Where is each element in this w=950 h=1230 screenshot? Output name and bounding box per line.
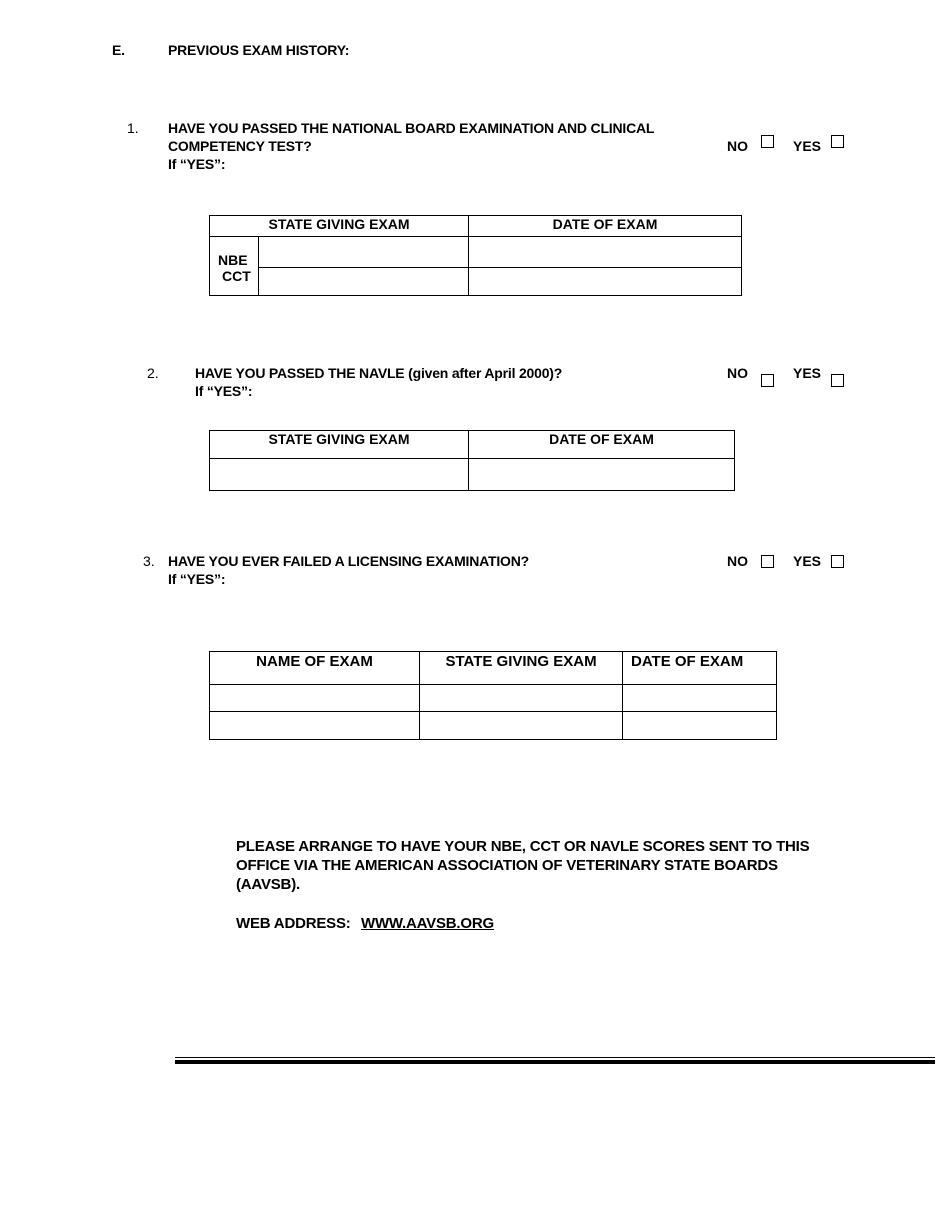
q1-no-label: NO (727, 138, 748, 154)
q3-header-date: DATE OF EXAM (623, 652, 777, 685)
q2-no-checkbox[interactable] (761, 374, 774, 387)
q3-text: HAVE YOU EVER FAILED A LICENSING EXAMINATION? (168, 553, 529, 569)
web-address-label: WEB ADDRESS: (236, 915, 351, 932)
web-address-link[interactable]: WWW.AAVSB.ORG (361, 915, 494, 932)
q1-text-line2: COMPETENCY TEST? (168, 138, 312, 154)
q1-row-cct (210, 268, 742, 296)
notice-line2: OFFICE VIA THE AMERICAN ASSOCIATION OF VETERINARY STATE BOARDS (236, 857, 778, 874)
q2-if-yes: If “YES”: (195, 383, 253, 399)
q2-header-state: STATE GIVING EXAM (210, 431, 469, 459)
q2-row (210, 459, 735, 491)
footer-rule-thin (175, 1057, 935, 1058)
q3-row1-state-cell[interactable] (420, 685, 623, 712)
q2-state-cell[interactable] (210, 459, 469, 491)
q1-header-state: STATE GIVING EXAM (210, 216, 469, 237)
q2-no-label: NO (727, 365, 748, 381)
notice-line1: PLEASE ARRANGE TO HAVE YOUR NBE, CCT OR NAVLE SCORES SENT TO THIS (236, 838, 810, 855)
q3-if-yes: If “YES”: (168, 571, 226, 587)
q3-row1-date-cell[interactable] (623, 685, 777, 712)
q3-row-2 (210, 712, 777, 740)
q1-yes-label: YES (793, 138, 822, 154)
q3-yes-label: YES (793, 553, 822, 569)
q3-row-1 (210, 685, 777, 712)
q1-cct-state-cell[interactable] (259, 268, 469, 296)
q1-header-date: DATE OF EXAM (469, 216, 742, 237)
q2-number: 2. (147, 365, 159, 381)
q1-row-nbe (210, 237, 742, 268)
q3-row1-name-cell[interactable] (210, 685, 420, 712)
footer-rule-thick (175, 1060, 935, 1064)
q3-exam-table (209, 651, 777, 740)
q1-if-yes: If “YES”: (168, 156, 226, 172)
section-title: PREVIOUS EXAM HISTORY: (168, 42, 350, 58)
q2-exam-table (209, 430, 735, 491)
q3-yes-checkbox[interactable] (831, 555, 844, 568)
q3-header-state: STATE GIVING EXAM (420, 652, 623, 685)
q2-text: HAVE YOU PASSED THE NAVLE (given after April 2000)? (195, 365, 563, 381)
q3-no-label: NO (727, 553, 748, 569)
q3-row2-date-cell[interactable] (623, 712, 777, 740)
q1-no-checkbox[interactable] (761, 135, 774, 148)
q1-exam-table (209, 215, 742, 296)
section-letter: E. (112, 42, 125, 58)
q3-header-name: NAME OF EXAM (210, 652, 420, 685)
q2-yes-checkbox[interactable] (831, 374, 844, 387)
q2-header-date: DATE OF EXAM (469, 431, 735, 459)
q1-number: 1. (127, 120, 139, 136)
q2-yes-label: YES (793, 365, 822, 381)
q2-date-cell[interactable] (469, 459, 735, 491)
q3-no-checkbox[interactable] (761, 555, 774, 568)
q1-row-label-nbe: NBE (210, 237, 259, 268)
q1-cct-date-cell[interactable] (469, 268, 742, 296)
q1-text-line1: HAVE YOU PASSED THE NATIONAL BOARD EXAMINATION AND CLINICAL (168, 120, 655, 136)
notice-line3: (AAVSB). (236, 876, 300, 893)
q3-number: 3. (143, 553, 155, 569)
q1-yes-checkbox[interactable] (831, 135, 844, 148)
q1-row-label-cct: CCT (210, 268, 259, 296)
q1-nbe-state-cell[interactable] (259, 237, 469, 268)
q3-row2-state-cell[interactable] (420, 712, 623, 740)
q1-nbe-date-cell[interactable] (469, 237, 742, 268)
q3-row2-name-cell[interactable] (210, 712, 420, 740)
